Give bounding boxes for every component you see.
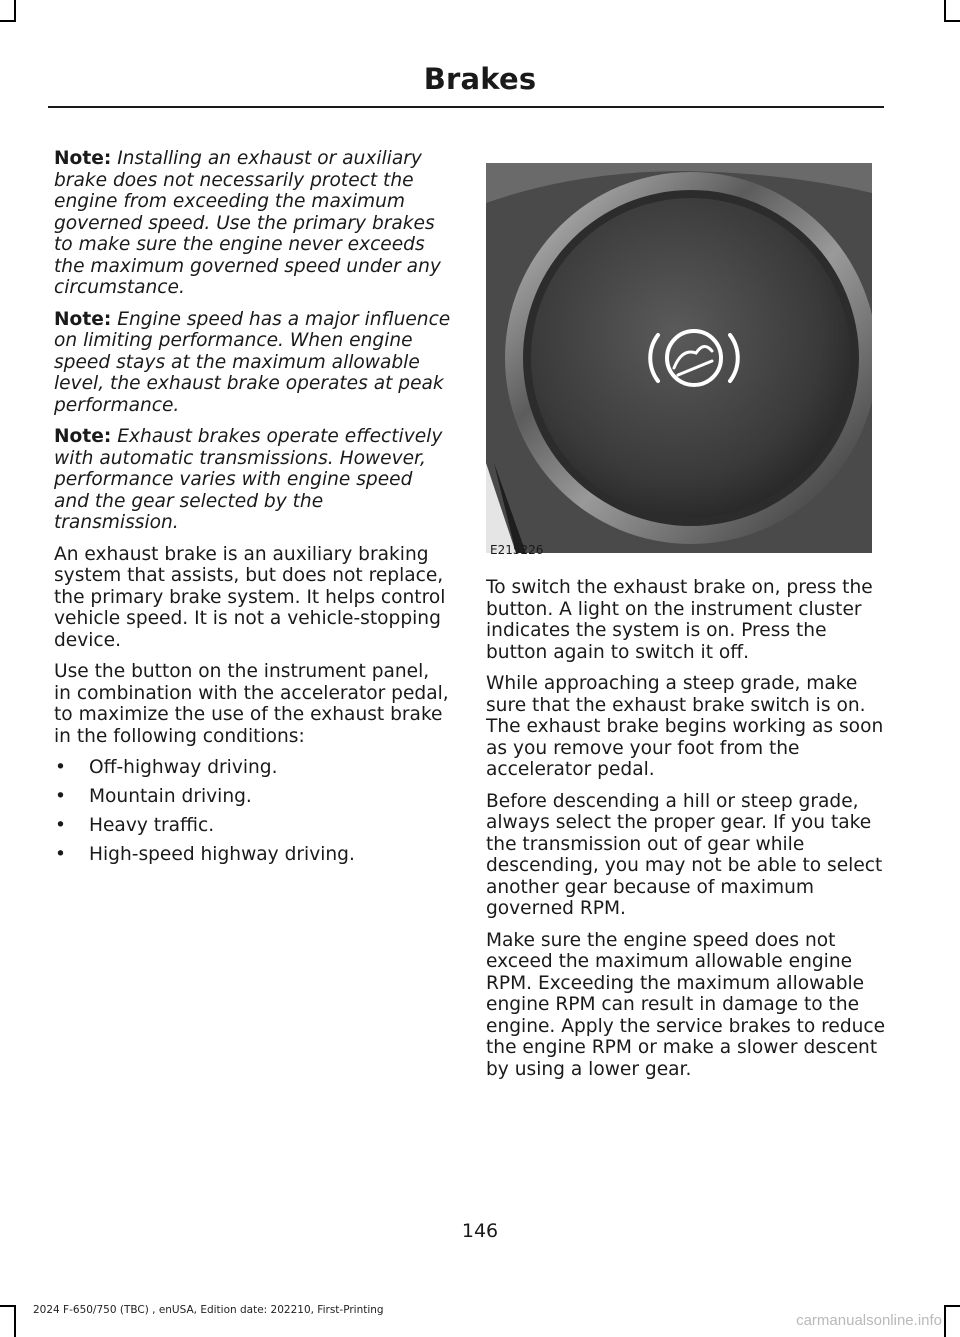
crop-mark: [944, 1305, 960, 1307]
crop-mark: [944, 0, 946, 22]
note-1: [54, 148, 452, 299]
list-item-text: Heavy traffic.: [89, 815, 215, 836]
figure-code: E215226: [490, 543, 544, 557]
right-column: [486, 577, 886, 1090]
note-label: Note:: [54, 308, 112, 330]
note-label: Note:: [54, 426, 112, 447]
button-illustration: [486, 163, 872, 553]
page-number: 146: [461, 1220, 499, 1242]
note-text: Engine speed has a major influence on limiting performance. When engine speed stays at the maximum allowable level, the exhaust brake operates at peak performance.: [54, 308, 451, 416]
bullet-icon: •: [55, 815, 66, 836]
list-item: [54, 786, 452, 808]
crop-mark: [0, 1305, 16, 1307]
crop-mark: [14, 1305, 16, 1337]
footer-edition: 2024 F-650/750 (TBC) , enUSA, Edition date: 202210, First-Printing: [33, 1304, 384, 1316]
note-label: Note:: [54, 148, 112, 169]
note-text: Installing an exhaust or auxiliary brake does not necessarily protect the engine from exceeding the maximum governed speed. Use the primary brakes to make sure the engine never exceeds the maximum governed speed under any circumstance.: [54, 148, 441, 298]
bullet-icon: •: [55, 786, 66, 807]
crop-mark: [14, 0, 16, 22]
list-item-text: Mountain driving.: [89, 786, 252, 807]
list-item: [54, 757, 452, 779]
left-column: [54, 148, 452, 873]
exhaust-brake-button-figure: [486, 163, 872, 553]
note-2: [54, 309, 452, 417]
conditions-list: [54, 757, 452, 866]
list-item-text: Off-highway driving.: [89, 757, 278, 778]
button-face: [531, 198, 851, 518]
watermark: carmanualsonline.info: [796, 1312, 942, 1329]
body-paragraph: To switch the exhaust brake on, press the button. A light on the instrument cluster indicates the system is on. Press the button again to switch it off.: [486, 577, 873, 663]
header-divider: [48, 106, 884, 108]
body-paragraph: Before descending a hill or steep grade, always select the proper gear. If you take the transmission out of gear while descending, you may not be able to select another gear because of maximum governed RPM.: [486, 790, 883, 919]
note-3: [54, 426, 452, 534]
crop-mark: [0, 20, 16, 22]
list-item: [54, 815, 452, 837]
body-paragraph: Make sure the engine speed does not exceed the maximum allowable engine RPM. Exceeding the maximum allowable engine RPM can result in damage to the engine. Apply the service brakes to reduce the engine RPM or make a slower descent by using a lower gear.: [486, 929, 886, 1080]
bullet-icon: •: [55, 844, 66, 865]
crop-mark: [944, 1305, 946, 1337]
note-text: Exhaust brakes operate effectively with automatic transmissions. However, performance varies with engine speed and the gear selected by the transmission.: [54, 426, 443, 533]
body-paragraph: While approaching a steep grade, make sure that the exhaust brake switch is on. The exhaust brake begins working as soon as you remove your foot from the accelerator pedal.: [486, 673, 884, 780]
bullet-icon: •: [55, 757, 66, 778]
list-item: [54, 844, 452, 866]
body-paragraph: Use the button on the instrument panel, in combination with the accelerator pedal, to maximize the use of the exhaust brake in the following conditions:: [54, 661, 449, 747]
body-paragraph: An exhaust brake is an auxiliary braking system that assists, but does not replace, the primary brake system. It helps control vehicle speed. It is not a vehicle-stopping device.: [54, 543, 446, 651]
list-item-text: High-speed highway driving.: [89, 844, 355, 865]
page-title: Brakes: [423, 62, 537, 96]
crop-mark: [944, 20, 960, 22]
